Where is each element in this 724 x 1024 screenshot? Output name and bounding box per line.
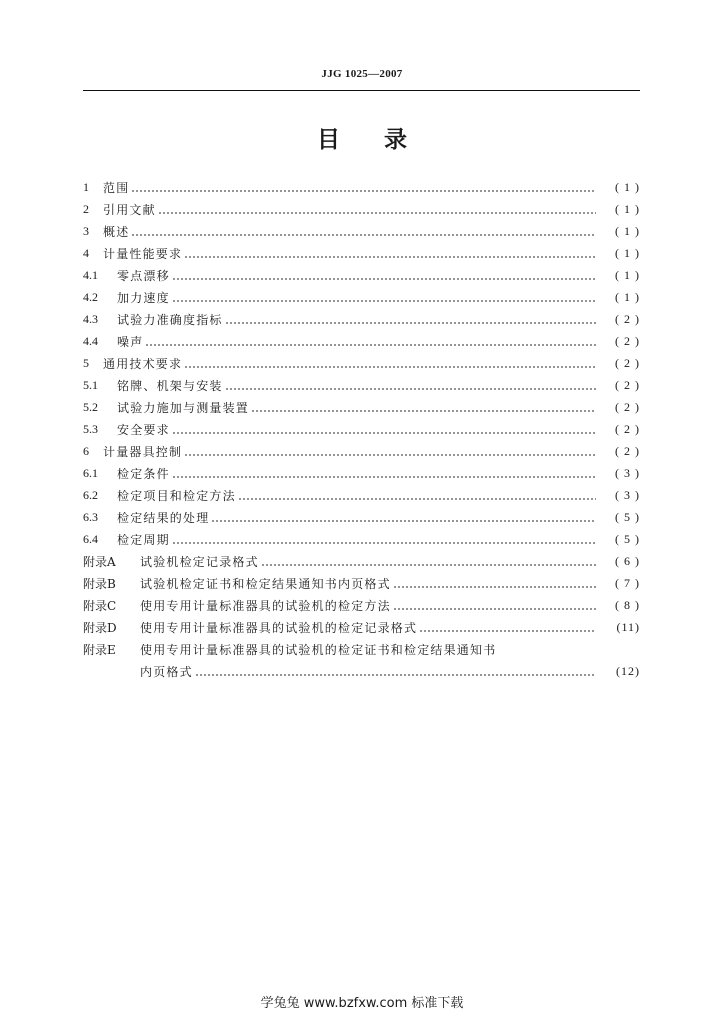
toc-page: (12) — [616, 663, 640, 678]
toc-label: 零点漂移 — [117, 268, 170, 283]
toc-label: 试验机检定证书和检定结果通知书内页格式 — [140, 576, 391, 591]
toc-number: 附录D — [83, 620, 117, 635]
toc-number: 5.1 — [83, 377, 98, 392]
toc-entry-6-3[interactable] — [83, 506, 640, 528]
dot-leader — [172, 533, 596, 545]
toc-label-continued: 内页格式 — [140, 664, 193, 679]
toc-entry-4-3[interactable] — [83, 308, 640, 330]
toc-page: ( 5 ) — [615, 509, 640, 524]
dot-leader — [184, 357, 596, 369]
dot-leader — [145, 335, 596, 347]
toc-number: 1 — [83, 179, 89, 194]
toc-number: 4 — [83, 245, 89, 260]
title-char-2: 录 — [384, 127, 407, 153]
toc-number: 4.1 — [83, 267, 98, 282]
toc-label: 概述 — [103, 224, 130, 239]
dot-leader — [184, 247, 596, 259]
dot-leader — [172, 291, 596, 303]
toc-label: 试验力准确度指标 — [117, 312, 223, 327]
dot-leader — [393, 599, 596, 611]
toc-number: 3 — [83, 223, 89, 238]
toc-page: ( 1 ) — [615, 179, 640, 194]
toc-label: 引用文献 — [103, 202, 156, 217]
toc-number: 附录C — [83, 598, 117, 613]
page-title — [0, 121, 724, 154]
toc-number: 5.2 — [83, 399, 98, 414]
dot-leader — [251, 401, 596, 413]
toc-entry-appendix-e-continued[interactable] — [83, 660, 640, 682]
toc-page: ( 2 ) — [615, 333, 640, 348]
toc-number: 6.2 — [83, 487, 98, 502]
dot-leader — [238, 489, 596, 501]
dot-leader — [393, 577, 596, 589]
toc-page: ( 2 ) — [615, 399, 640, 414]
toc-entry-4-1[interactable] — [83, 264, 640, 286]
toc-label: 通用技术要求 — [103, 356, 183, 371]
toc-number: 4.4 — [83, 333, 98, 348]
toc-entry-4-2[interactable] — [83, 286, 640, 308]
dot-leader — [184, 445, 596, 457]
toc-number: 5 — [83, 355, 89, 370]
footer-watermark-text: 学兔兔 www.bzfxw.com 标准下载 — [260, 996, 464, 1011]
toc-entry-6-2[interactable] — [83, 484, 640, 506]
toc-page: ( 1 ) — [615, 201, 640, 216]
toc-label: 检定条件 — [117, 466, 170, 481]
toc-page: ( 2 ) — [615, 377, 640, 392]
dot-leader — [211, 511, 596, 523]
toc-entry-appendix-e[interactable] — [83, 638, 640, 660]
toc-entry-5[interactable] — [83, 352, 640, 374]
toc-label: 计量性能要求 — [103, 246, 183, 261]
toc-entry-2[interactable] — [83, 198, 640, 220]
toc-label: 使用专用计量标准器具的试验机的检定方法 — [140, 598, 391, 613]
toc-page: ( 1 ) — [615, 267, 640, 282]
toc-entry-6-1[interactable] — [83, 462, 640, 484]
toc-page: ( 8 ) — [615, 597, 640, 612]
toc-number: 4.2 — [83, 289, 98, 304]
toc-entry-5-3[interactable] — [83, 418, 640, 440]
toc-label: 试验机检定记录格式 — [140, 554, 259, 569]
toc-number: 6.3 — [83, 509, 98, 524]
dot-leader — [225, 313, 596, 325]
toc-page: ( 2 ) — [615, 443, 640, 458]
toc-label: 使用专用计量标准器具的试验机的检定记录格式 — [140, 620, 418, 635]
toc-entry-6-4[interactable] — [83, 528, 640, 550]
toc-page: ( 3 ) — [615, 465, 640, 480]
toc-entry-1[interactable] — [83, 176, 640, 198]
toc-entry-3[interactable] — [83, 220, 640, 242]
toc-page: ( 7 ) — [615, 575, 640, 590]
toc-entry-appendix-b[interactable] — [83, 572, 640, 594]
table-of-contents — [83, 176, 640, 682]
toc-page: ( 1 ) — [615, 289, 640, 304]
toc-label: 检定结果的处理 — [117, 510, 210, 525]
title-char-1: 目 — [317, 127, 340, 153]
toc-label: 试验力施加与测量装置 — [117, 400, 250, 415]
dot-leader — [172, 423, 596, 435]
toc-label: 安全要求 — [117, 422, 170, 437]
dot-leader — [131, 225, 596, 237]
dot-leader — [172, 467, 596, 479]
toc-entry-appendix-a[interactable] — [83, 550, 640, 572]
toc-page: ( 3 ) — [615, 487, 640, 502]
toc-entry-6[interactable] — [83, 440, 640, 462]
toc-label: 计量器具控制 — [103, 444, 183, 459]
toc-label: 噪声 — [117, 334, 144, 349]
toc-entry-4-4[interactable] — [83, 330, 640, 352]
toc-label: 铭牌、机架与安装 — [117, 378, 223, 393]
toc-page: ( 1 ) — [615, 245, 640, 260]
toc-page: ( 1 ) — [615, 223, 640, 238]
toc-number: 附录A — [83, 554, 116, 569]
toc-label: 检定周期 — [117, 532, 170, 547]
toc-number: 6 — [83, 443, 89, 458]
toc-label: 加力速度 — [117, 290, 170, 305]
toc-number: 附录B — [83, 576, 116, 591]
toc-page: ( 2 ) — [615, 311, 640, 326]
dot-leader — [419, 621, 596, 633]
toc-number: 附录E — [83, 642, 116, 657]
toc-entry-appendix-c[interactable] — [83, 594, 640, 616]
toc-entry-5-1[interactable] — [83, 374, 640, 396]
toc-label: 范围 — [103, 180, 130, 195]
dot-leader — [131, 181, 596, 193]
toc-page: (11) — [616, 619, 640, 634]
dot-leader — [158, 203, 596, 215]
header-rule — [83, 90, 640, 91]
toc-page: ( 5 ) — [615, 531, 640, 546]
toc-label: 使用专用计量标准器具的试验机的检定证书和检定结果通知书 — [140, 642, 497, 657]
dot-leader — [261, 555, 596, 567]
toc-page: ( 2 ) — [615, 355, 640, 370]
toc-entry-5-2[interactable] — [83, 396, 640, 418]
toc-page: ( 2 ) — [615, 421, 640, 436]
toc-number: 5.3 — [83, 421, 98, 436]
toc-entry-4[interactable] — [83, 242, 640, 264]
toc-number: 4.3 — [83, 311, 98, 326]
toc-entry-appendix-d[interactable] — [83, 616, 640, 638]
document-code: JJG 1025—2007 — [321, 68, 403, 80]
toc-page: ( 6 ) — [615, 553, 640, 568]
toc-number: 6.4 — [83, 531, 98, 546]
toc-label: 检定项目和检定方法 — [117, 488, 236, 503]
dot-leader — [225, 379, 596, 391]
dot-leader — [195, 665, 596, 677]
toc-number: 2 — [83, 201, 89, 216]
toc-number: 6.1 — [83, 465, 98, 480]
dot-leader — [172, 269, 596, 281]
